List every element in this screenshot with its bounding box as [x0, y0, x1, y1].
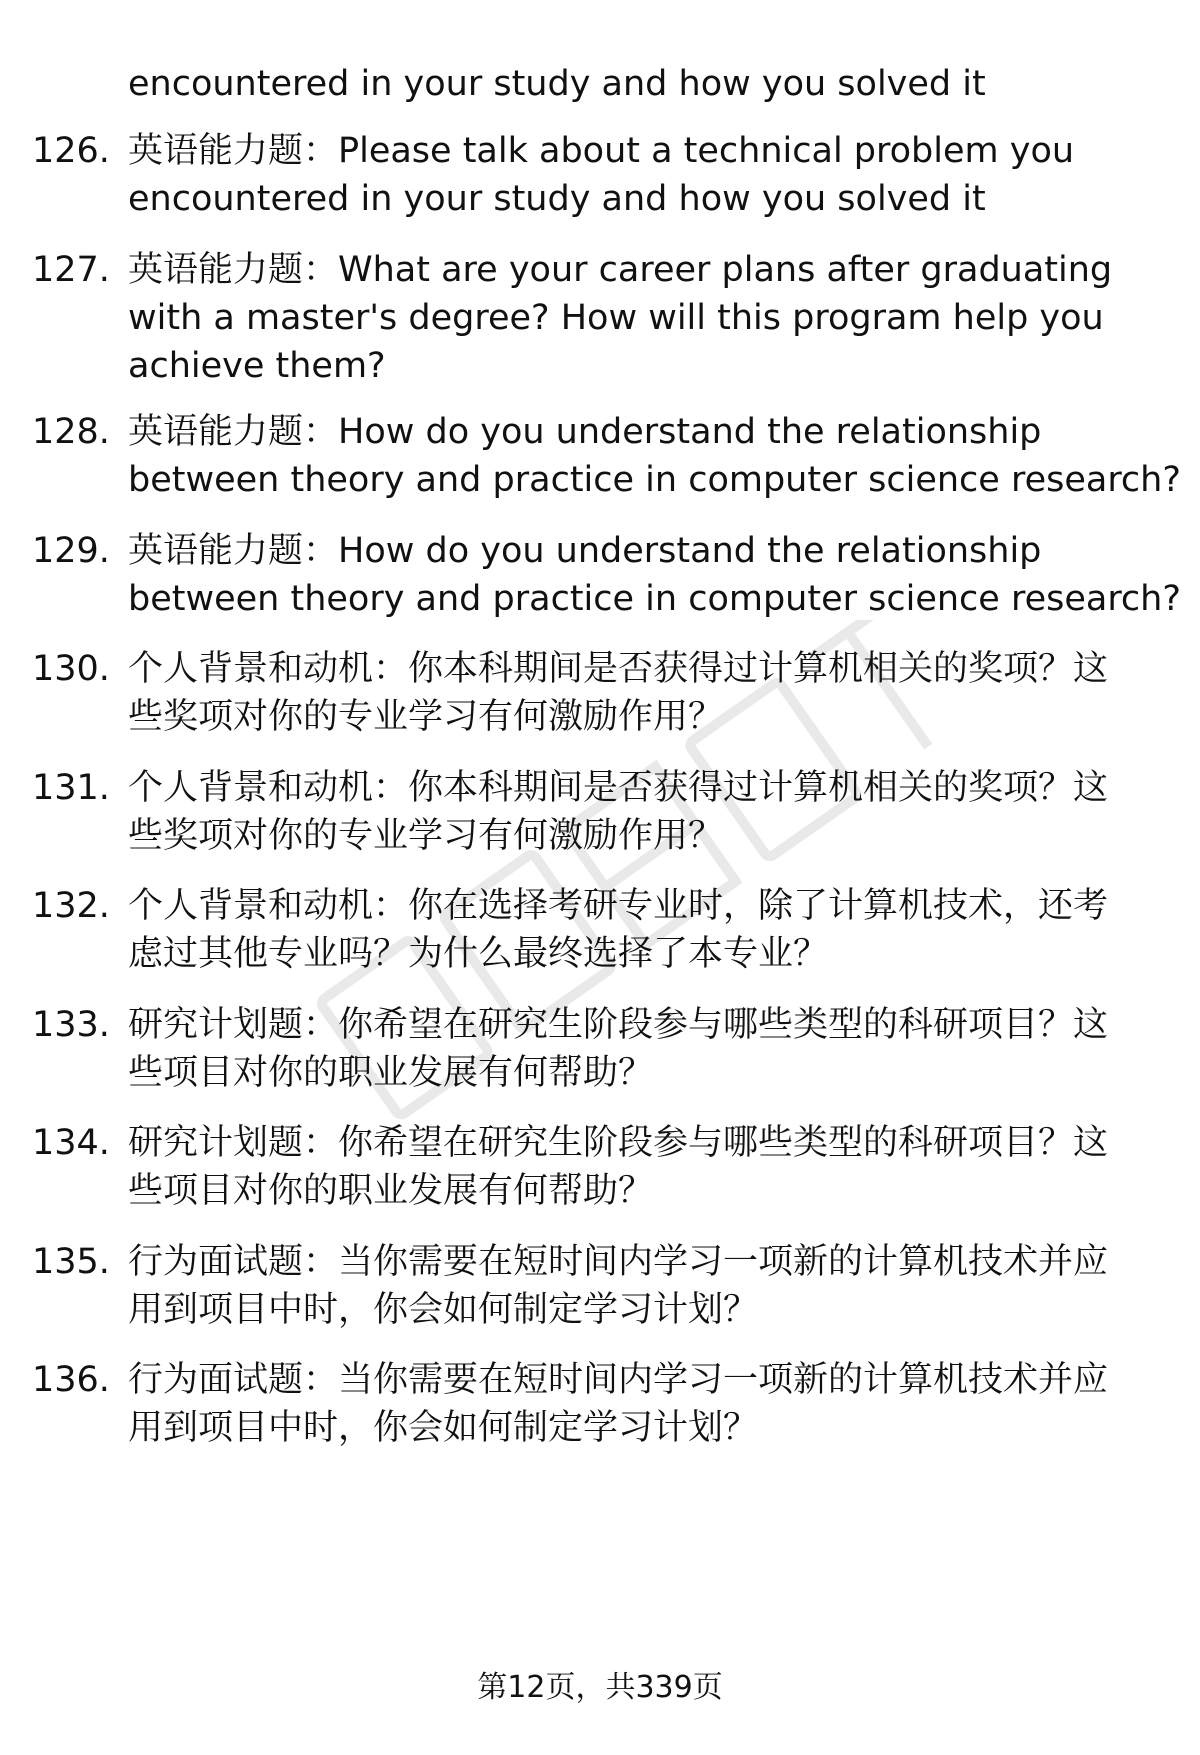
- page-footer: 第12页，共339页: [477, 1670, 723, 1705]
- question-text: 英语能力题：How do you understand the relationship between theory and practice in computer science research?: [128, 412, 1181, 500]
- question-text: 研究计划题：你希望在研究生阶段参与哪些类型的科研项目？这 些项目对你的职业发展有何帮助？: [128, 1005, 1109, 1093]
- question-number: 133.: [32, 1005, 110, 1045]
- question-text: 个人背景和动机：你本科期间是否获得过计算机相关的奖项？这 些奖项对你的专业学习有何激励作用？: [128, 768, 1109, 856]
- continued-line: encountered in your study and how you solved it: [128, 64, 986, 104]
- question-number: 127.: [32, 250, 110, 290]
- question-number: 132.: [32, 886, 110, 926]
- question-number: 134.: [32, 1123, 110, 1163]
- question-text: 行为面试题：当你需要在短时间内学习一项新的计算机技术并应 用到项目中时，你会如何制定学习计划？: [128, 1242, 1109, 1330]
- question-text: 英语能力题：Please talk about a technical problem you encountered in your study and how you solved it: [128, 131, 1075, 219]
- question-text: 个人背景和动机：你本科期间是否获得过计算机相关的奖项？这 些奖项对你的专业学习有何激励作用？: [128, 649, 1109, 737]
- question-number: 129.: [32, 531, 110, 571]
- question-number: 131.: [32, 768, 110, 808]
- question-number: 136.: [32, 1360, 110, 1400]
- question-number: 130.: [32, 649, 110, 689]
- question-text: 研究计划题：你希望在研究生阶段参与哪些类型的科研项目？这 些项目对你的职业发展有何帮助？: [128, 1123, 1109, 1211]
- question-number: 128.: [32, 412, 110, 452]
- question-text: 英语能力题：What are your career plans after graduating with a master's degree? How will this program help you achieve them?: [128, 250, 1113, 386]
- question-text: 英语能力题：How do you understand the relationship between theory and practice in computer science research?: [128, 531, 1181, 619]
- question-number: 126.: [32, 131, 110, 171]
- question-number: 135.: [32, 1242, 110, 1282]
- question-text: 行为面试题：当你需要在短时间内学习一项新的计算机技术并应 用到项目中时，你会如何制定学习计划？: [128, 1360, 1109, 1448]
- question-text: 个人背景和动机：你在选择考研专业时，除了计算机技术，还考 虑过其他专业吗？为什么最终选择了本专业？: [128, 886, 1109, 974]
